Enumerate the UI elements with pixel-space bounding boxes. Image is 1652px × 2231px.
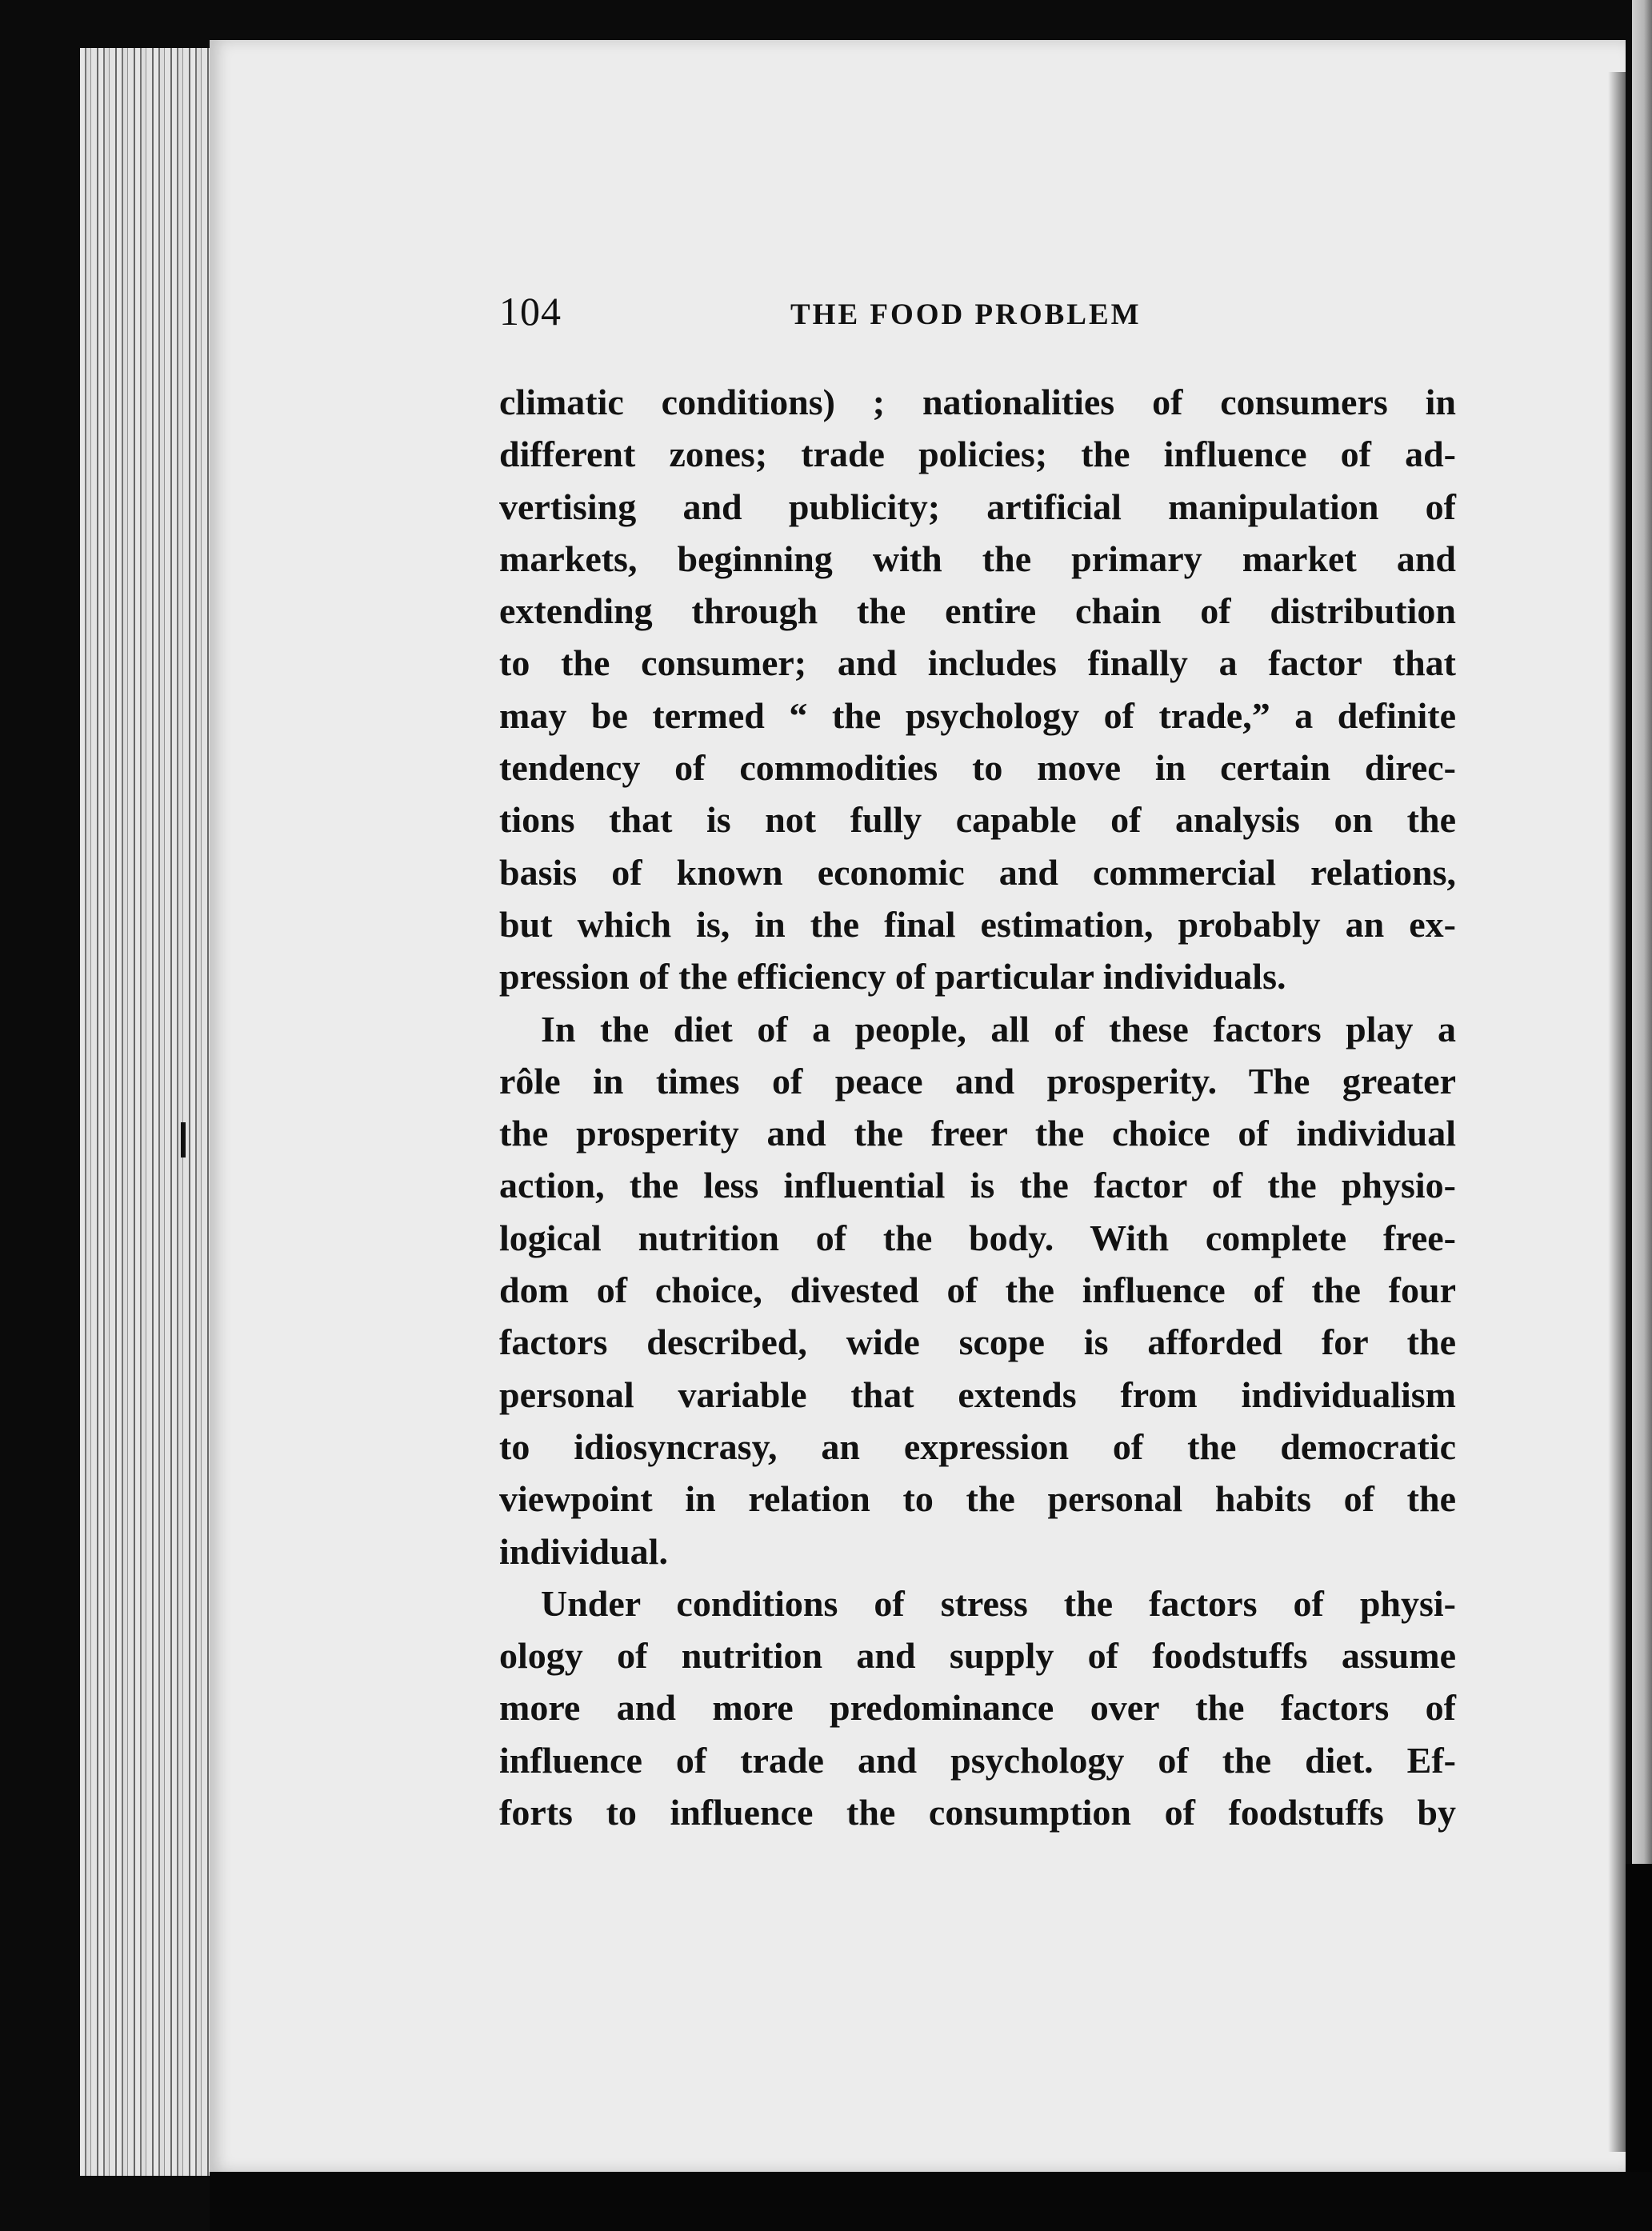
text-line: Under conditions of stress the factors of physi- xyxy=(541,1582,1456,1624)
text-line: may be termed “ the psychology of trade,” a definite xyxy=(499,694,1456,736)
text-line: to idiosyncrasy, an expression of the democratic xyxy=(499,1425,1456,1467)
page-number: 104 xyxy=(499,289,562,334)
paragraph-1 xyxy=(499,376,1456,1003)
paragraph-3 xyxy=(499,1577,1456,1838)
text-line: ology of nutrition and supply of foodstuffs assume xyxy=(499,1635,1456,1677)
text-line: In the diet of a people, all of these factors play a xyxy=(541,1008,1456,1050)
right-page-edge xyxy=(1632,0,1652,1864)
text-line: rôle in times of peace and prosperity. The greater xyxy=(499,1060,1456,1102)
text-line: more and more predominance over the factors of xyxy=(499,1687,1456,1729)
text-line: the prosperity and the freer the choice of individual xyxy=(499,1113,1456,1154)
text-line: climatic conditions) ; nationalities of consumers in xyxy=(499,382,1456,422)
text-line: viewpoint in relation to the personal habits of the xyxy=(499,1478,1456,1520)
text-line: dom of choice, divested of the influence of the four xyxy=(499,1269,1456,1311)
text-line: influence of trade and psychology of the diet. Ef- xyxy=(499,1739,1456,1781)
margin-mark xyxy=(181,1122,186,1157)
text-line: factors described, wide scope is afforded for the xyxy=(499,1321,1456,1363)
text-line: individual. xyxy=(499,1530,668,1572)
body-text xyxy=(499,376,1456,1838)
text-line: personal variable that extends from individualism xyxy=(499,1373,1456,1415)
running-title: THE FOOD PROBLEM xyxy=(790,298,1142,331)
bottom-scan-border xyxy=(210,2172,1652,2231)
text-line: markets, beginning with the primary market and xyxy=(499,538,1456,579)
text-line: tions that is not fully capable of analysis on the xyxy=(499,799,1456,841)
page-edge-stack xyxy=(80,48,216,2176)
text-line: but which is, in the final estimation, probably an ex- xyxy=(499,903,1456,945)
page-gutter-shadow xyxy=(1608,72,1626,2152)
text-line: vertising and publicity; artificial manipulation of xyxy=(499,486,1456,527)
running-head xyxy=(499,288,1456,344)
text-line: to the consumer; and includes finally a factor that xyxy=(499,642,1456,684)
text-line: forts to influence the consumption of foodstuffs by xyxy=(499,1792,1456,1833)
text-line: action, the less influential is the factor of the physio- xyxy=(499,1165,1456,1206)
text-line: tendency of commodities to move in certain direc- xyxy=(499,747,1456,789)
text-line: basis of known economic and commercial relations, xyxy=(499,851,1456,893)
text-line: different zones; trade policies; the influence of ad- xyxy=(499,434,1456,475)
text-line: pression of the efficiency of particular individuals. xyxy=(499,956,1286,998)
text-line: extending through the entire chain of distribution xyxy=(499,590,1456,632)
text-line: logical nutrition of the body. With complete free- xyxy=(499,1217,1456,1258)
paragraph-2 xyxy=(499,1003,1456,1577)
